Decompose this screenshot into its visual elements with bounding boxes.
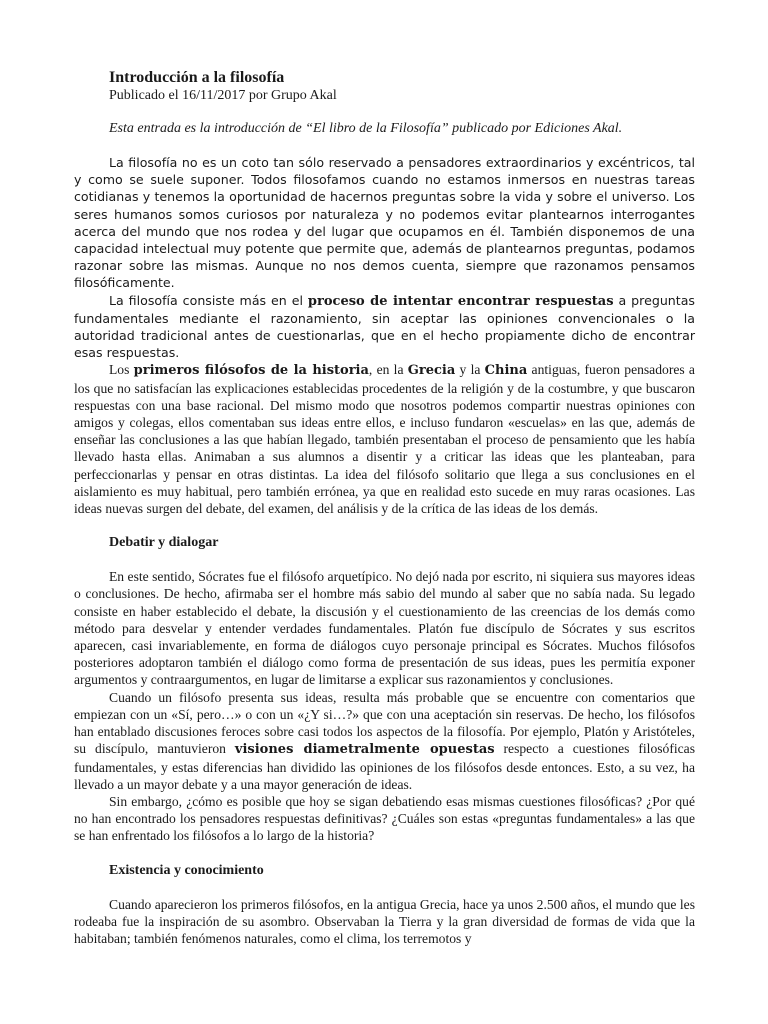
paragraph-3-text-a: Los xyxy=(109,362,134,378)
paragraph-3-text-b: , en la xyxy=(368,362,408,378)
paragraph-2-bold: proceso de intentar encontrar respuestas xyxy=(307,293,614,309)
paragraph-6 xyxy=(74,793,695,845)
document-page xyxy=(74,68,695,947)
paragraph-6-text: Sin embargo, ¿cómo es posible que hoy se sigan debatiendo esas mismas cuestiones filosóficas? ¿Por qué no han encontrado los pensadores respuestas definitivas? ¿Cuáles son estas «preguntas fundamentales» a las que se han enfrentado los filósofos a lo largo de la historia? xyxy=(74,793,695,844)
paragraph-4 xyxy=(74,568,695,688)
paragraph-5-text-b: respecto a cuestiones filosóficas fundamentales, y estas diferencias han dividido las opiniones de los filósofos desde entonces. Esto, a su vez, ha llevado a un mayor debate y a una mayor generación de ideas. xyxy=(74,741,695,792)
paragraph-3-text-d: antiguas, fueron pensadores a los que no satisfacían las explicaciones establecidas procedentes de la religión y de la costumbre, y que buscaron respuestas con una base racional. Del mismo modo que nosotros podemos compartir nuestras opiniones con amigos y colegas, ellos comentaban sus ideas entre ellos, e incluso fundaron «escuelas» en las que, además de enseñar las conclusiones a las que habían llegado, también presentaban el proceso de pensamiento que les había llevado hasta ellas. Animaban a sus alumnos a disentir y a criticar las ideas que les planteaban, para perfeccionarlas y pensar en otras distintas. La idea del filósofo solitario que llega a sus conclusiones en el aislamiento es muy habitual, pero también errónea, ya que en realidad esto sucede en muy raras ocasiones. Las ideas nuevas surgen del debate, del examen, del análisis y de la crítica de las ideas de los demás. xyxy=(74,362,695,517)
paragraph-3-bold-2: Grecia xyxy=(407,363,456,379)
paragraph-1 xyxy=(74,154,695,292)
paragraph-4-text: En este sentido, Sócrates fue el filósofo arquetípico. No dejó nada por escrito, ni siquiera sus mayores ideas o conclusiones. De hecho, afirmaba ser el hombre más sabio del mundo al saber que no sabía nada. Su legado consiste en haber establecido el debate, la discusión y el cuestionamiento de las creencias de los demás como método para desvelar y entender verdades fundamentales. Platón fue discípulo de Sócrates y sus escritos aparecen, casi invariablemente, en forma de diálogos cuyo personaje principal es Sócrates. Muchos filósofos posteriores adoptaron también el diálogo como forma de presentación de sus ideas, pues les permitía exponer argumentos y contraargumentos, en lugar de limitarse a explicar sus razonamientos y conclusiones. xyxy=(74,569,695,688)
article-byline: Publicado el 16/11/2017 por Grupo Akal xyxy=(109,88,337,103)
paragraph-5-text-a: Cuando un filósofo presenta sus ideas, resulta más probable que se encuentre con comentarios que empiezan con un «Sí, pero…» o con un «¿Y si…?» que con una aceptación sin reservas. De hecho, los filósofos han entablado discusiones feroces sobre casi todos los aspectos de la filosofía. Por ejemplo, Platón y Aristóteles, su discípulo, mantuvieron xyxy=(74,689,695,757)
article-title: Introducción a la filosofía xyxy=(109,69,285,86)
paragraph-1-text: La filosofía no es un coto tan sólo reservado a pensadores extraordinarios y excéntricos, tal y como se suele suponer. Todos filosofamos cuando no estamos inmersos en nuestras tareas cotidianas y tenemos la oportunidad de hacernos preguntas sobre la vida y sobre el universo. Los seres humanos somos curiosos por naturaleza y no podemos evitar plantearnos interrogantes acerca del mundo que nos rodea y del lugar que ocupamos en él. También disponemos de una capacidad intelectual muy potente que permite que, además de plantearnos preguntas, podamos razonar sobre las mismas. Aunque no nos demos cuenta, siempre que razonamos pensamos filosóficamente. xyxy=(74,155,695,291)
intro-note: Esta entrada es la introducción de “El libro de la Filosofía” publicado por Ediciones Akal. xyxy=(109,121,623,136)
paragraph-7-text: Cuando aparecieron los primeros filósofos, en la antigua Grecia, hace ya unos 2.500 años, el mundo que les rodeaba fue la inspiración de su asombro. Observaban la Tierra y la gran diversidad de formas de vida que la habitaban; también fenómenos naturales, como el clima, los terremotos y xyxy=(74,896,695,946)
paragraph-3-text-c: y la xyxy=(455,362,485,378)
section-heading-existencia: Existencia y conocimiento xyxy=(109,862,264,878)
section-heading-debatir: Debatir y dialogar xyxy=(109,535,219,551)
paragraph-2 xyxy=(74,292,695,362)
paragraph-2-text-a: La filosofía consiste más en el xyxy=(109,292,308,308)
paragraph-3-bold-3: China xyxy=(484,363,528,379)
paragraph-5 xyxy=(74,689,695,793)
paragraph-5-bold: visiones diametralmente opuestas xyxy=(234,742,495,758)
paragraph-3 xyxy=(74,361,695,517)
paragraph-7 xyxy=(74,896,695,948)
paragraph-2-text-b: a preguntas fundamentales mediante el razonamiento, sin aceptar las opiniones convencionales o la autoridad tradicional antes de cuestionarlas, que en el hecho propiamente dicho de encontrar esas respuestas. xyxy=(74,292,695,361)
paragraph-3-bold-1: primeros filósofos de la historia xyxy=(133,363,369,379)
